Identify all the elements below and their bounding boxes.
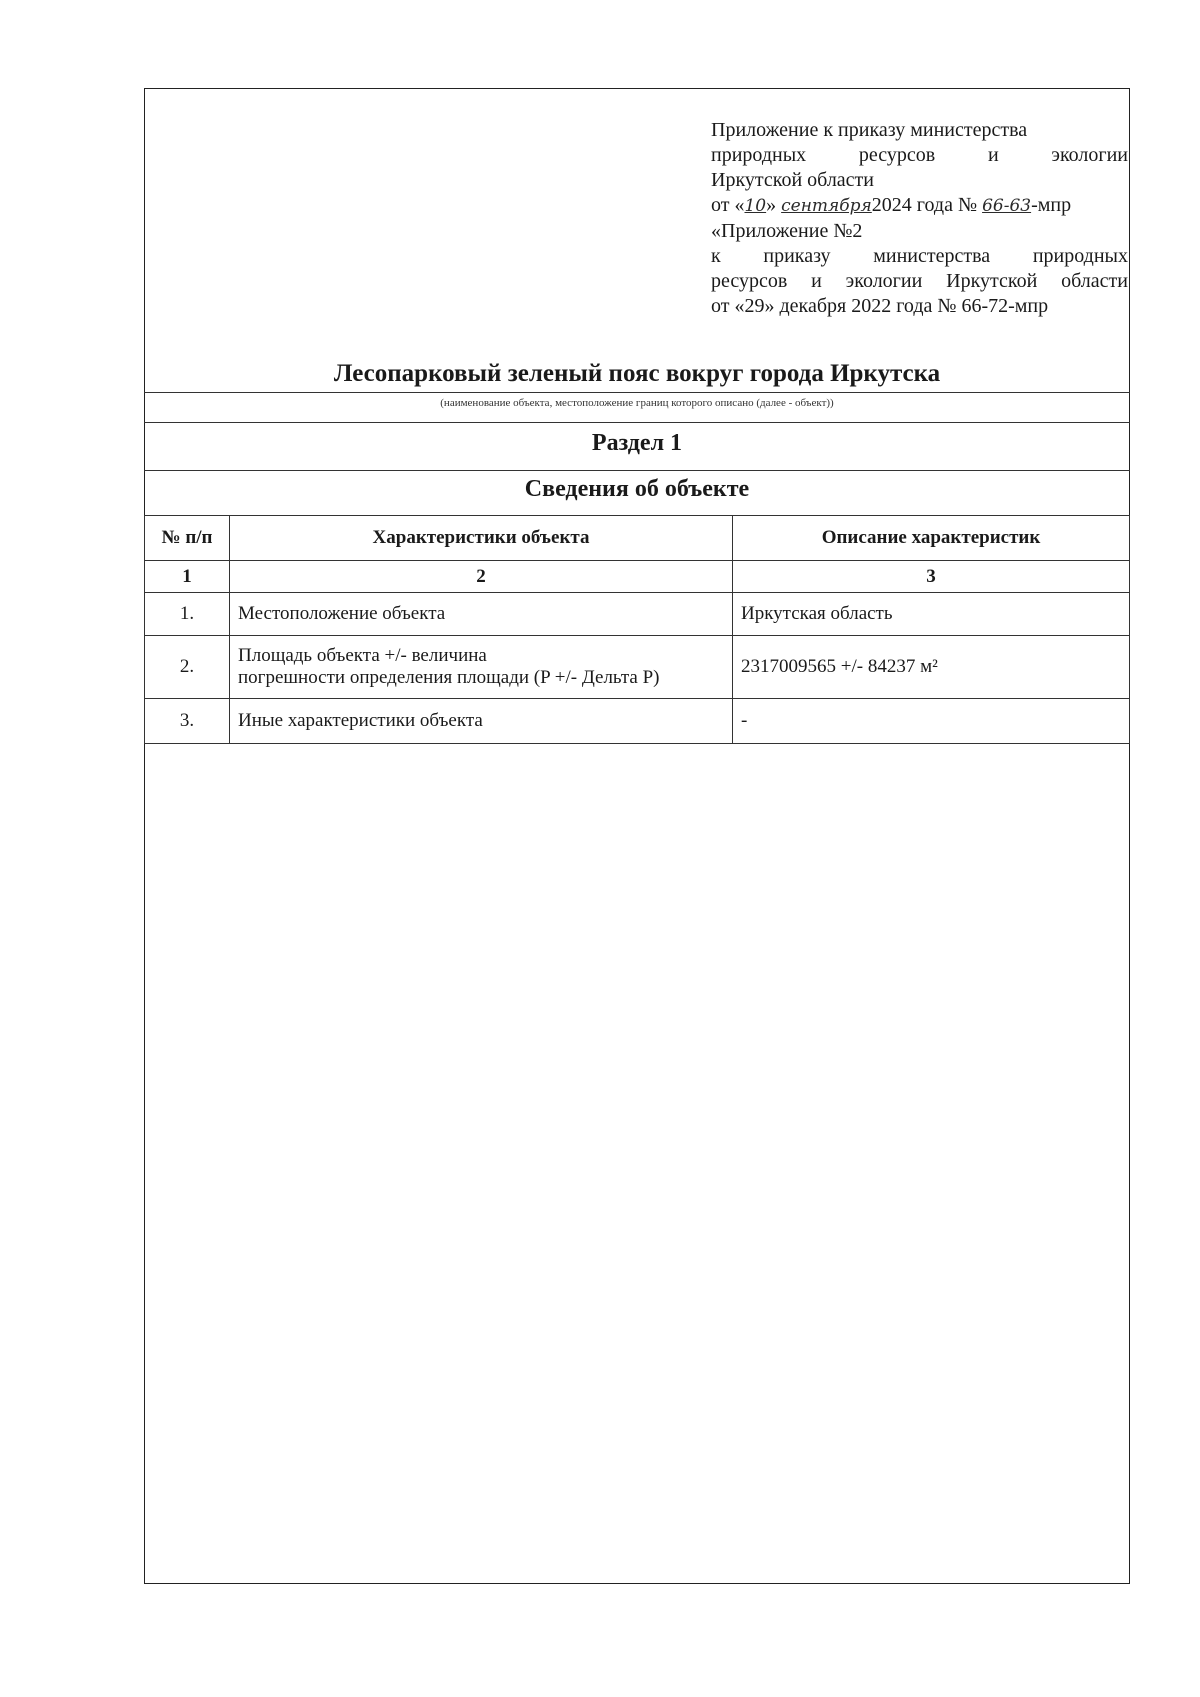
object-info-table [144, 515, 1130, 744]
section-title: Раздел 1 [591, 430, 683, 456]
column-number: 2 [230, 561, 733, 593]
table-row [145, 699, 1130, 744]
row-description: Иркутская область [733, 593, 1130, 636]
row-description: 2317009565 +/- 84237 м² [733, 636, 1130, 699]
caption-divider [144, 422, 1130, 423]
handwritten-month: сентября [781, 196, 872, 216]
header-line-2: природных ресурсов и экологии [711, 144, 1128, 166]
table-row [145, 636, 1130, 699]
row-characteristic: Иные характеристики объекта [230, 699, 733, 744]
table-row [145, 593, 1130, 636]
section-subtitle: Сведения об объекте [524, 476, 750, 502]
column-header-characteristic: Характеристики объекта [230, 516, 733, 561]
column-header-description: Описание характеристик [733, 516, 1130, 561]
header-line-8: ресурсов и экологии Иркутской области [711, 270, 1128, 292]
section-divider [144, 470, 1130, 471]
header-line-7: к приказу министерства природных [711, 245, 1128, 267]
handwritten-day: 10 [744, 196, 767, 216]
column-number-row [145, 561, 1130, 593]
header-appendix-label: «Приложение №2 [711, 220, 863, 242]
column-number: 3 [733, 561, 1130, 593]
table-header-row [145, 516, 1130, 561]
object-title: Лесопарковый зеленый пояс вокруг города Иркутска [333, 360, 941, 387]
column-header-number: № п/п [145, 516, 230, 561]
row-number: 1. [145, 593, 230, 636]
order-header [711, 118, 1128, 319]
handwritten-order-number: 66-63 [982, 196, 1032, 216]
header-line-9: от «29» декабря 2022 года № 66-72-мпр [711, 295, 1049, 317]
header-line-1: Приложение к приказу министерства [711, 119, 1028, 141]
column-number: 1 [145, 561, 230, 593]
row-characteristic: Площадь объекта +/- величина погрешности определения площади (P +/- Дельта P) [230, 636, 733, 699]
title-underline [144, 392, 1130, 393]
header-line-3: Иркутской области [711, 169, 874, 191]
row-description: - [733, 699, 1130, 744]
object-caption: (наименование объекта, местоположение границ которого описано (далее - объект)) [440, 397, 834, 409]
header-order-date: от «10» сентября2024 года № 66-63-мпр [711, 194, 1072, 216]
row-number: 2. [145, 636, 230, 699]
row-number: 3. [145, 699, 230, 744]
row-characteristic: Местоположение объекта [230, 593, 733, 636]
